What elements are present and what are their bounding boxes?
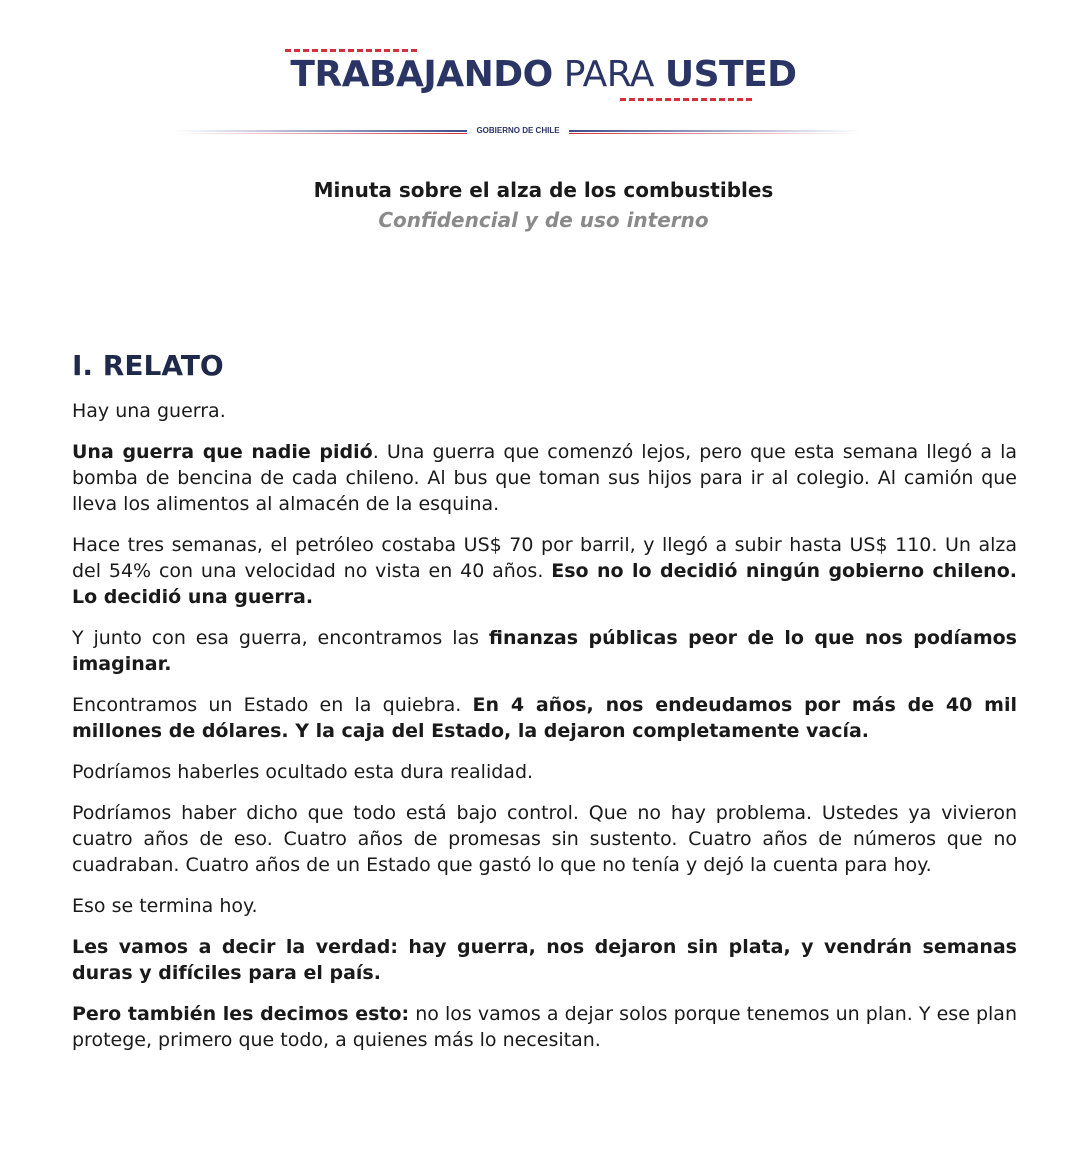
bold-text: Pero también les decimos esto: [72, 1003, 410, 1025]
paragraph [72, 625, 1017, 677]
body-text: . Una guerra que comenzó lejos, pero que esta semana llegó a la bomba de bencina de cada chileno. Al bus que toman sus hijos para ir al colegio. Al camión que lleva los alimentos al almacén de la esquina. [72, 441, 1017, 515]
body-text: Podríamos haber dicho que todo está bajo control. Que no hay problema. Ustedes ya vivieron cuatro años de eso. Cuatro años de promesas sin sustento. Cuatro años de números que no cuadraban. Cuatro años de un Estado que gastó lo que no tenía y dejó la cuenta para hoy. [72, 802, 1017, 876]
logo-rule-right [569, 130, 860, 132]
body-text: no los vamos a dejar solos porque tenemos un plan. Y ese plan protege, primero que todo, a quienes más lo necesitan. [72, 1003, 1017, 1051]
bold-text: En 4 años, nos endeudamos por más de 40 mil millones de dólares. Y la caja del Estado, la dejaron completamente vacía. [72, 694, 1017, 742]
bold-text: Eso no lo decidió ningún gobierno chileno. Lo decidió una guerra. [72, 560, 1017, 608]
paragraph [72, 759, 1017, 785]
paragraph [72, 934, 1017, 986]
bold-text: Una guerra que nadie pidió [72, 441, 373, 463]
logo-rule [175, 126, 860, 136]
body-text: Eso se termina hoy. [72, 895, 258, 917]
paragraph [72, 692, 1017, 744]
section-body [72, 398, 1017, 1068]
document-subtitle: Confidencial y de uso interno [378, 208, 709, 232]
paragraph [72, 398, 1017, 424]
body-text: Y junto con esa guerra, encontramos las [72, 627, 489, 649]
section-heading: I. RELATO [72, 349, 224, 382]
logo-dashed-line-top [285, 49, 417, 52]
paragraph [72, 893, 1017, 919]
logo-word-usted: USTED [664, 54, 797, 95]
body-text: Encontramos un Estado en la quiebra. [72, 694, 473, 716]
bold-text: finanzas públicas peor de lo que nos podíamos imaginar. [72, 627, 1017, 675]
government-logo [0, 40, 1087, 150]
body-text: Hace tres semanas, el petróleo costaba US$ 70 por barril, y llegó a subir hasta US$ 110. Un alza del 54% con una velocidad no vista en 40 años. [72, 534, 1017, 582]
bold-text: Les vamos a decir la verdad: hay guerra, nos dejaron sin plata, y vendrán semanas duras y difíciles para el país. [72, 936, 1017, 984]
logo-dashed-line-bottom [620, 98, 752, 101]
paragraph [72, 439, 1017, 517]
logo-word-para: PARA [563, 54, 654, 95]
logo-rule-right-red [569, 133, 860, 134]
document-title: Minuta sobre el alza de los combustibles [313, 178, 774, 202]
logo-wordmark [0, 54, 1087, 96]
paragraph [72, 800, 1017, 878]
logo-subtitle: GOBIERNO DE CHILE [476, 126, 560, 135]
body-text: Podríamos haberles ocultado esta dura realidad. [72, 761, 534, 783]
body-text: Hay una guerra. [72, 400, 226, 422]
paragraph [72, 1001, 1017, 1053]
logo-rule-left [175, 130, 467, 132]
logo-rule-left-red [175, 133, 467, 134]
paragraph [72, 532, 1017, 610]
logo-word-trabajando: TRABAJANDO [290, 54, 553, 95]
